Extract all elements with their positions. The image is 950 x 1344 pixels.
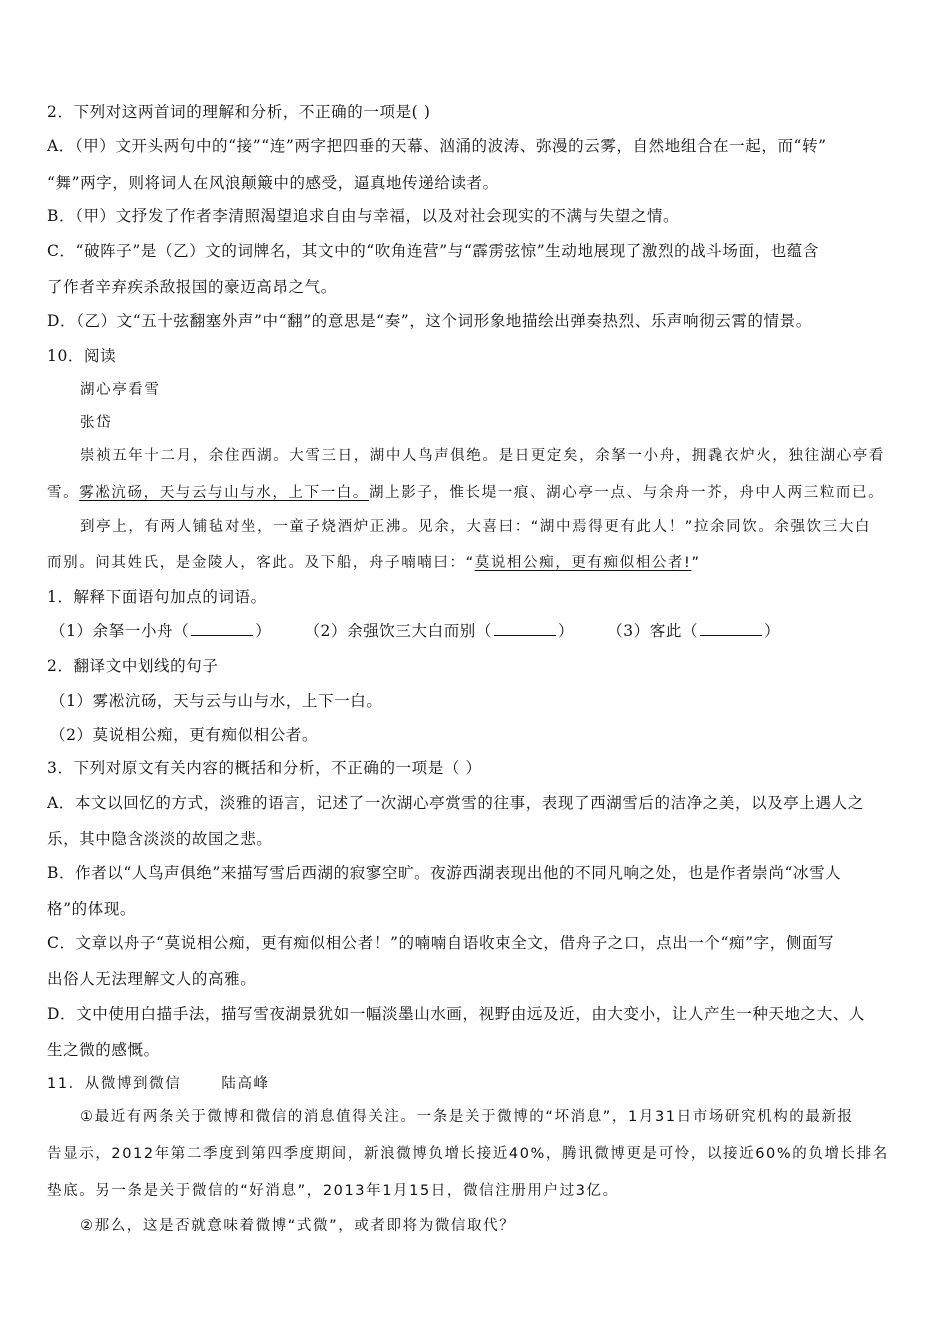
passage-p2-line2-pre: 而别。问其姓氏，是金陵人，客此。及下船，舟子喃喃曰：“ [47, 555, 475, 571]
passage-p2-line2 [47, 552, 701, 574]
sub1-stem: 1．解释下面语句加点的词语。 [47, 588, 267, 606]
sub1-item3: （3）客此（ [607, 622, 699, 640]
sub3-option-a-line1: A．本文以回忆的方式，淡雅的语言，记述了一次湖心亭赏雪的往事，表现了西湖雪后的洁净之美，以及亭上遇人之 [47, 794, 864, 812]
q2-stem: 2．下列对这两首词的理解和分析，不正确的一项是( ) [47, 103, 431, 121]
q11-p1-line1: ①最近有两条关于微博和微信的消息值得关注。一条是关于微博的“坏消息”，1月31日市场研究机构的最新报 [80, 1109, 854, 1125]
sub1-item2-end: ） [558, 622, 575, 640]
sub3-option-d-line2: 生之微的感慨。 [47, 1041, 160, 1059]
passage-p1-line2-pre: 雪。 [47, 485, 80, 501]
sub3-option-b-line1: B．作者以“人鸟声俱绝”来描写雪后西湖的寂寥空旷。夜游西湖表现出他的不同凡响之处，也是作者崇尚“冰雪人 [47, 864, 842, 882]
passage-p2-line1: 到亭上，有两人铺毡对坐，一童子烧酒炉正沸。见余，大喜曰：“湖中焉得更有此人！”拉余同饮。余强饮三大白 [80, 519, 872, 535]
q11-p1-line3: 垫底。另一条是关于微信的“好消息”，2013年1月15日，微信注册用户过3亿。 [47, 1183, 619, 1199]
underlined-sentence-2: 莫说相公痴，更有痴似相公者! [474, 555, 692, 571]
answer-blank-3[interactable] [700, 621, 762, 636]
underlined-sentence-1: 雾凇沆砀，天与云与山与水，上下一白。 [79, 485, 370, 501]
sub2-sentence2: （2）莫说相公痴，更有痴似相公者。 [50, 726, 319, 744]
sub1-item2: （2）余强饮三大白而别（ [304, 622, 492, 640]
sub3-option-d-line1: D．文中使用白描手法，描写雪夜湖景犹如一幅淡墨山水画，视野由远及近，由大变小，让人产生一种天地之大、人 [47, 1005, 866, 1023]
passage-title: 湖心亭看雪 [80, 382, 161, 398]
q11-heading-row [47, 1073, 270, 1095]
answer-blank-1[interactable] [191, 621, 253, 636]
q2-option-c-line2: 了作者辛弃疾杀敌报国的豪迈高昂之气。 [47, 278, 337, 296]
sub1-item3-end: ） [764, 622, 781, 640]
sub2-stem: 2．翻译文中划线的句子 [47, 657, 219, 675]
q2-option-c-line1: C．“破阵子”是（乙）文的词牌名，其文中的“吹角连营”与“霹雳弦惊”生动地展现了激烈的战斗场面，也蕴含 [47, 242, 820, 260]
sub3-option-c-line2: 出俗人无法理解文人的高雅。 [47, 970, 257, 988]
sub1-item1: （1）余拏一小舟（ [50, 622, 190, 640]
sub3-option-a-line2: 乐，其中隐含淡淡的故国之悲。 [47, 830, 273, 848]
q11-p2-line1: ②那么，这是否就意味着微博“式微”，或者即将为微信取代？ [80, 1218, 516, 1234]
sub1-items [50, 620, 780, 642]
q2-option-a-line1: A．（甲）文开头两句中的“接”“连”两字把四垂的天幕、汹涌的波涛、弥漫的云雾，自然地组合在一起，而“转” [47, 137, 827, 155]
sub3-stem: 3．下列对原文有关内容的概括和分析，不正确的一项是（ ） [47, 759, 482, 777]
passage-p1-line2-post: 湖上影子，惟长堤一痕、湖心亭一点、与余舟一芥，舟中人两三粒而已。 [369, 485, 885, 501]
q11-author: 陆高峰 [221, 1076, 270, 1092]
passage-p1-line1: 崇祯五年十二月，余住西湖。大雪三日，湖中人鸟声俱绝。是日更定矣，余拏一小舟，拥毳衣炉火，独往湖心亭看 [80, 448, 885, 464]
q11-heading: 11．从微博到微信 [47, 1076, 182, 1092]
passage-p2-line2-post: ” [691, 555, 701, 571]
q11-p1-line2: 告显示，2012年第二季度到第四季度期间，新浪微博负增长接近40%，腾讯微博更是可怜，以接近60%的负增长排名 [47, 1146, 889, 1162]
q2-option-a-line2: “舞”两字，则将词人在风浪颠簸中的感受，逼真地传递给读者。 [47, 174, 499, 192]
q2-option-b: B．（甲）文抒发了作者李清照渴望追求自由与幸福，以及对社会现实的不满与失望之情。 [47, 207, 680, 225]
q10-heading: 10．阅读 [47, 347, 117, 365]
passage-author: 张岱 [80, 415, 113, 431]
sub2-sentence1: （1）雾凇沆砀，天与云与山与水，上下一白。 [50, 692, 383, 710]
sub3-option-c-line1: C．文章以舟子“莫说相公痴，更有痴似相公者！”的喃喃自语收束全文，借舟子之口，点出一个“痴”字，侧面写 [47, 934, 835, 952]
answer-blank-2[interactable] [494, 621, 556, 636]
sub3-option-b-line2: 格”的体现。 [47, 900, 137, 918]
sub1-item1-end: ） [255, 622, 272, 640]
q2-option-d: D．（乙）文“五十弦翻塞外声”中“翻”的意思是“奏”，这个词形象地描绘出弹奏热烈、乐声响彻云霄的情景。 [47, 312, 812, 330]
passage-p1-line2 [47, 482, 884, 504]
